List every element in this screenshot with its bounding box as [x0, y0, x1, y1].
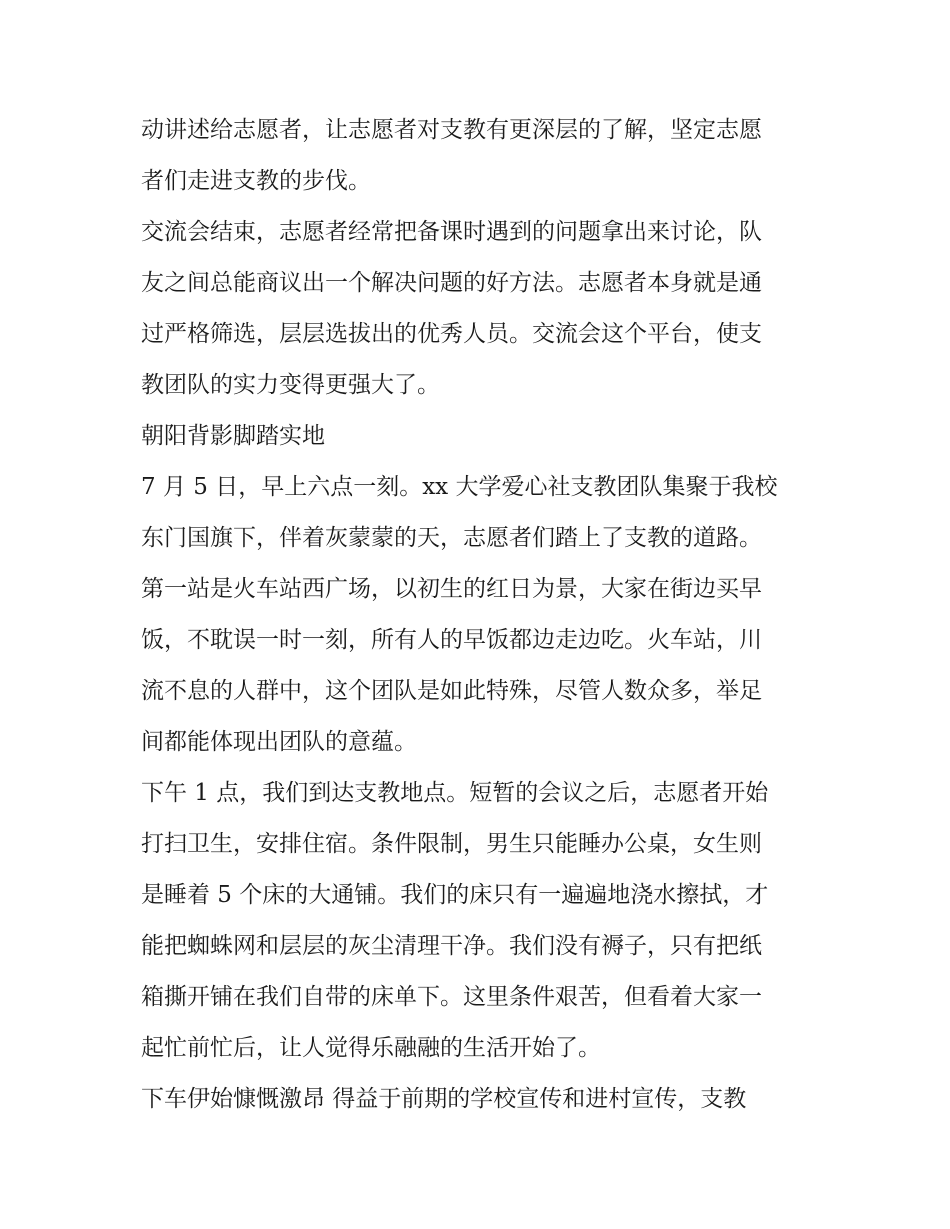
text-line: 流不息的人群中，这个团队是如此特殊，尽管人数众多，举足 [141, 678, 762, 704]
text-line: 友之间总能商议出一个解决问题的好方法。志愿者本身就是通 [141, 270, 762, 296]
text-line: 过严格筛选，层层选拔出的优秀人员。交流会这个平台，使支 [141, 321, 762, 347]
text-line: 下车伊始慷慨激昂 得益于前期的学校宣传和进村宣传，支教 [141, 1086, 747, 1112]
text-line: 东门国旗下，伴着灰蒙蒙的天，志愿者们踏上了支教的道路。 [141, 525, 762, 551]
text-line: 饭，不耽误一时一刻，所有人的早饭都边走边吃。火车站，川 [141, 627, 762, 653]
section-heading: 朝阳背影脚踏实地 [141, 423, 325, 449]
text-line: 间都能体现出团队的意蕴。 [141, 729, 417, 755]
text-line: 教团队的实力变得更强大了。 [141, 372, 440, 398]
text-line: 起忙前忙后，让人觉得乐融融的生活开始了。 [141, 1035, 601, 1061]
text-line: 者们走进支教的步伐。 [141, 168, 371, 194]
text-line: 能把蜘蛛网和层层的灰尘清理干净。我们没有褥子，只有把纸 [141, 933, 762, 959]
document-body [141, 105, 831, 1125]
text-line: 7 月 5 日，早上六点一刻。xx 大学爱心社支教团队集聚于我校 [141, 474, 778, 500]
text-line: 下午 1 点，我们到达支教地点。短暂的会议之后，志愿者开始 [141, 780, 769, 806]
text-line: 交流会结束，志愿者经常把备课时遇到的问题拿出来讨论，队 [141, 219, 762, 245]
text-line: 第一站是火车站西广场，以初生的红日为景，大家在街边买早 [141, 576, 762, 602]
text-line: 箱撕开铺在我们自带的床单下。这里条件艰苦，但看着大家一 [141, 984, 762, 1010]
text-line: 打扫卫生，安排住宿。条件限制，男生只能睡办公桌，女生则 [141, 831, 762, 857]
text-line: 是睡着 5 个床的大通铺。我们的床只有一遍遍地浇水擦拭，才 [141, 882, 769, 908]
text-line: 动讲述给志愿者，让志愿者对支教有更深层的了解，坚定志愿 [141, 117, 762, 143]
